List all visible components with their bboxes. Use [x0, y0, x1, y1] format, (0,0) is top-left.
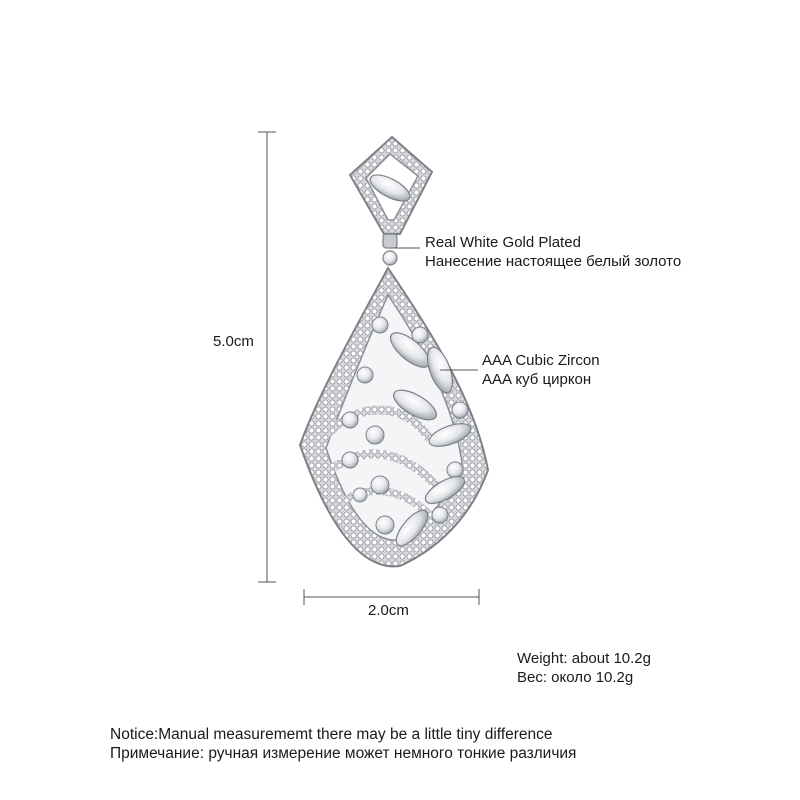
earring-drop-body — [300, 268, 488, 566]
notice-text-ru: Примечание: ручная измерение может немного тонкие различия — [110, 745, 577, 762]
weight-label-en: Weight: about 10.2g — [517, 650, 651, 667]
plating-label-en: Real White Gold Plated — [425, 234, 581, 251]
plating-label-ru: Нанесение настоящее белый золото — [425, 253, 682, 270]
stone-label-ru: AAA куб циркон — [482, 371, 592, 388]
earring-top-frame — [350, 137, 432, 265]
height-label: 5.0cm — [213, 333, 254, 350]
width-label: 2.0cm — [368, 602, 409, 619]
weight-label-ru: Вес: около 10.2g — [517, 669, 634, 686]
notice-text-en: Notice:Manual measurememt there may be a little tiny difference — [110, 726, 553, 743]
stone-label-en: AAA Cubic Zircon — [482, 352, 600, 369]
height-dimension-line — [258, 132, 276, 582]
